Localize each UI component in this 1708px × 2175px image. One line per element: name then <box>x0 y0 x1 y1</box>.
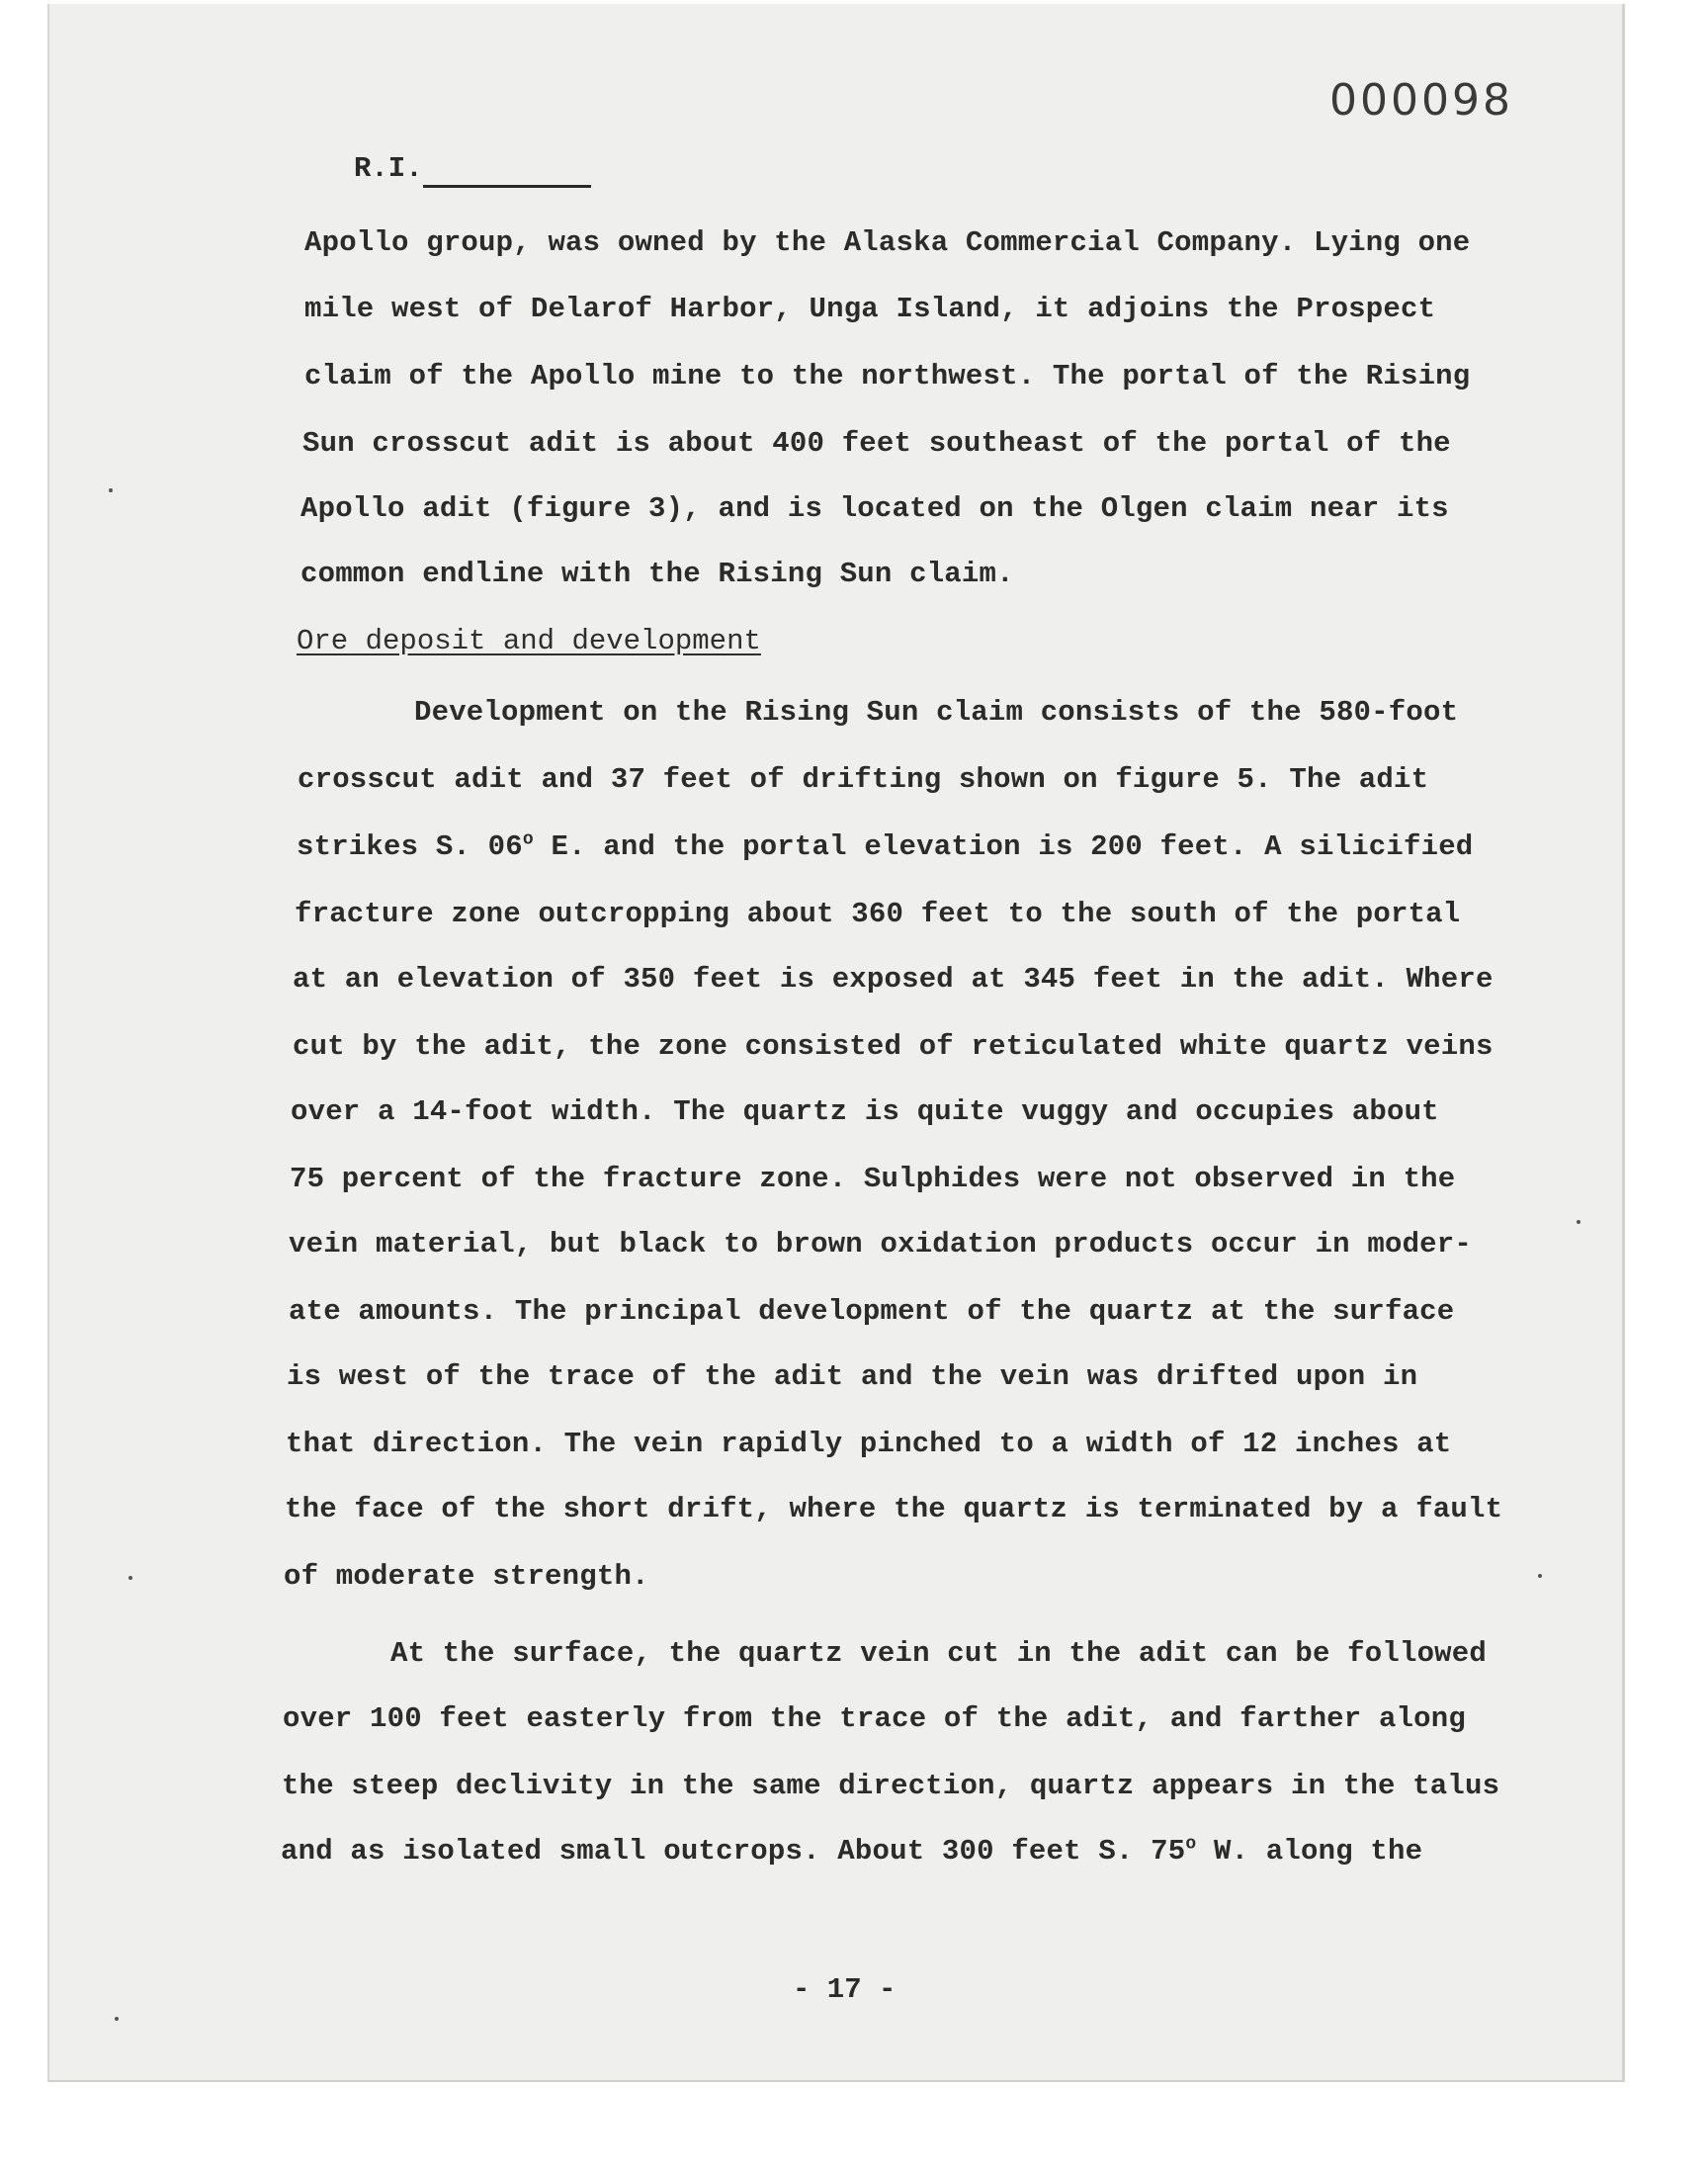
ri-label: R.I. <box>354 152 423 185</box>
section-heading: Ore deposit and development <box>297 625 761 657</box>
paragraph-3-line <box>281 1835 1422 1868</box>
paragraph-3-line: over 100 feet easterly from the trace of the adit, and farther along <box>283 1702 1466 1735</box>
paragraph-2-line: fracture zone outcropping about 360 feet to the south of the portal <box>295 898 1461 930</box>
paragraph-2-line: that direction. The vein rapidly pinched to a width of 12 inches at <box>286 1428 1452 1460</box>
paragraph-1-line: Apollo adit (figure 3), and is located on the Olgen claim near its <box>300 492 1449 525</box>
scan-speck <box>115 2017 119 2021</box>
paragraph-2-line: crosscut adit and 37 feet of drifting shown on figure 5. The adit <box>298 763 1429 796</box>
paragraph-2-line: vein material, but black to brown oxidation products occur in moder- <box>289 1228 1472 1261</box>
line-text: and as isolated small outcrops. About 300 feet S. 75 <box>281 1835 1186 1868</box>
paragraph-2-line: 75 percent of the fracture zone. Sulphides were not observed in the <box>290 1163 1456 1195</box>
paragraph-2-line: ate amounts. The principal development of the quartz at the surface <box>289 1295 1455 1328</box>
paragraph-2-line: over a 14-foot width. The quartz is quite vuggy and occupies about <box>291 1095 1439 1128</box>
ri-blank-line <box>423 185 591 188</box>
paragraph-3-line: the steep declivity in the same direction, quartz appears in the talus <box>282 1770 1500 1802</box>
line-text: W. along the <box>1196 1835 1423 1868</box>
paragraph-2-line: at an elevation of 350 feet is exposed at 345 feet in the adit. Where <box>293 963 1494 996</box>
paragraph-2-line <box>297 830 1473 863</box>
document-page <box>47 4 1625 2082</box>
handwritten-folio-number: 000098 <box>1329 75 1513 126</box>
scan-speck <box>1538 1574 1542 1578</box>
paragraph-2-line: the face of the short drift, where the quartz is terminated by a fault <box>285 1493 1503 1525</box>
scan-speck <box>128 1576 132 1580</box>
paragraph-1-line: mile west of Delarof Harbor, Unga Island, it adjoins the Prospect <box>304 293 1436 325</box>
line-text: E. and the portal elevation is 200 feet. A silicified <box>533 830 1474 863</box>
line-text: strikes S. 06 <box>297 830 523 863</box>
degree-symbol: o <box>1185 1834 1197 1855</box>
degree-symbol: o <box>522 829 534 850</box>
scan-speck <box>1577 1220 1580 1224</box>
paragraph-2-line: cut by the adit, the zone consisted of reticulated white quartz veins <box>293 1030 1494 1063</box>
paragraph-1-line: claim of the Apollo mine to the northwest. The portal of the Rising <box>304 360 1471 392</box>
paragraph-2-line: is west of the trace of the adit and the vein was drifted upon in <box>287 1360 1418 1393</box>
paragraph-1-line: common endline with the Rising Sun claim. <box>300 558 1014 590</box>
page-number: - 17 - <box>793 1973 897 2006</box>
paragraph-2-line: Development on the Rising Sun claim consists of the 580-foot <box>414 696 1459 729</box>
paragraph-3-line: At the surface, the quartz vein cut in the adit can be followed <box>390 1637 1487 1670</box>
scan-speck <box>109 488 113 492</box>
paragraph-1-line: Sun crosscut adit is about 400 feet southeast of the portal of the <box>302 427 1451 460</box>
paragraph-2-line: of moderate strength. <box>284 1560 649 1593</box>
paragraph-1-line: Apollo group, was owned by the Alaska Commercial Company. Lying one <box>304 226 1471 259</box>
